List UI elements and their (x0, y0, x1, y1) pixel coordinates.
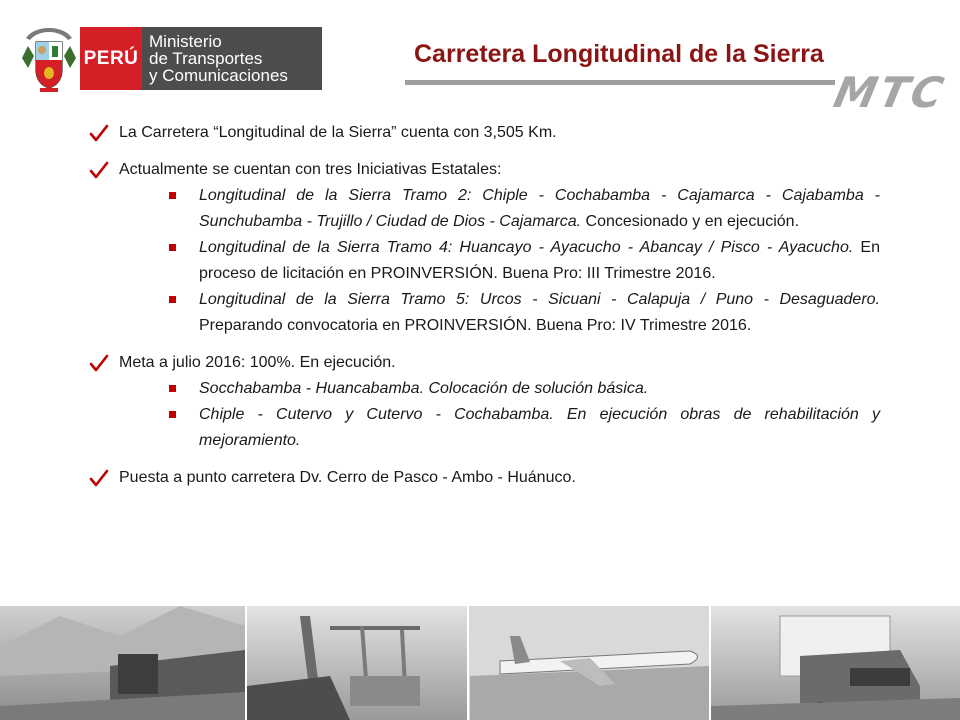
checkmark-icon (88, 465, 110, 491)
sub-item-text: En proceso de licitación en PROINVERSIÓN. Buena Pro: III Trimestre 2016. (199, 239, 881, 282)
sub-item-text: Preparando convocatoria en PROINVERSIÓN. Buena Pro: IV Trimestre 2016. (199, 317, 752, 334)
checkmark-icon (88, 350, 110, 376)
footer-photo-band (0, 606, 960, 720)
sub-list-item (169, 376, 880, 402)
bullet-item (88, 350, 880, 454)
bullet-item (88, 465, 880, 491)
sub-item-italic-text: Chiple - Cutervo y Cutervo - Cochabamba. En ejecución obras de rehabilitación y mejoramiento. (199, 406, 880, 449)
ministry-logo-text (142, 27, 322, 90)
square-bullet-icon (169, 296, 176, 303)
sub-item-text: Concesionado y en ejecución. (581, 213, 800, 230)
square-bullet-icon (169, 192, 176, 199)
square-bullet-icon (169, 244, 176, 251)
checkmark-icon (88, 157, 110, 183)
sub-list (119, 376, 880, 454)
sub-list-item (169, 287, 880, 339)
ministry-line: de Transportes (149, 49, 263, 68)
square-bullet-icon (169, 385, 176, 392)
sub-item-italic-text: Longitudinal de la Sierra Tramo 4: Huancayo - Ayacucho - Abancay / Pisco - Ayacucho. (199, 239, 854, 256)
coat-of-arms-icon (20, 26, 78, 94)
sub-list-item (169, 235, 880, 287)
sub-item-italic-text: Socchabamba - Huancabamba. Colocación de solución básica. (199, 380, 649, 397)
peru-logo: PERÚ (80, 27, 142, 90)
bullet-text: Puesta a punto carretera Dv. Cerro de Pasco - Ambo - Huánuco. (119, 469, 576, 486)
sub-item-italic-text: Longitudinal de la Sierra Tramo 2: Chiple - Cochabamba - Cajamarca - Cajabamba - Sunchubamba - Trujillo / Ciudad de Dios - Cajamarca. (199, 187, 880, 230)
sub-list (119, 183, 880, 339)
sub-list-item (169, 183, 880, 235)
title-divider (405, 80, 835, 85)
airplane-photo (469, 606, 709, 720)
sub-item-italic-text: Longitudinal de la Sierra Tramo 5: Urcos - Sicuani - Calapuja / Puno - Desaguadero. (199, 291, 880, 308)
slide-header (0, 0, 960, 115)
mtc-brand-logo: MTC (829, 68, 951, 117)
bullet-text: La Carretera “Longitudinal de la Sierra” cuenta con 3,505 Km. (119, 124, 557, 141)
port-crane-photo (247, 606, 467, 720)
bullet-text: Meta a julio 2016: 100%. En ejecución. (119, 354, 396, 371)
sub-list-item (169, 402, 880, 454)
bullet-text: Actualmente se cuentan con tres Iniciativas Estatales: (119, 161, 502, 178)
bullet-item (88, 157, 880, 339)
truck-photo (711, 606, 960, 720)
bullet-item (88, 120, 880, 146)
train-photo (0, 606, 245, 720)
square-bullet-icon (169, 411, 176, 418)
slide-content (88, 120, 880, 502)
ministry-line: Ministerio (149, 32, 222, 51)
page-title: Carretera Longitudinal de la Sierra (414, 40, 824, 68)
checkmark-icon (88, 120, 110, 146)
ministry-line: y Comunicaciones (149, 66, 288, 85)
